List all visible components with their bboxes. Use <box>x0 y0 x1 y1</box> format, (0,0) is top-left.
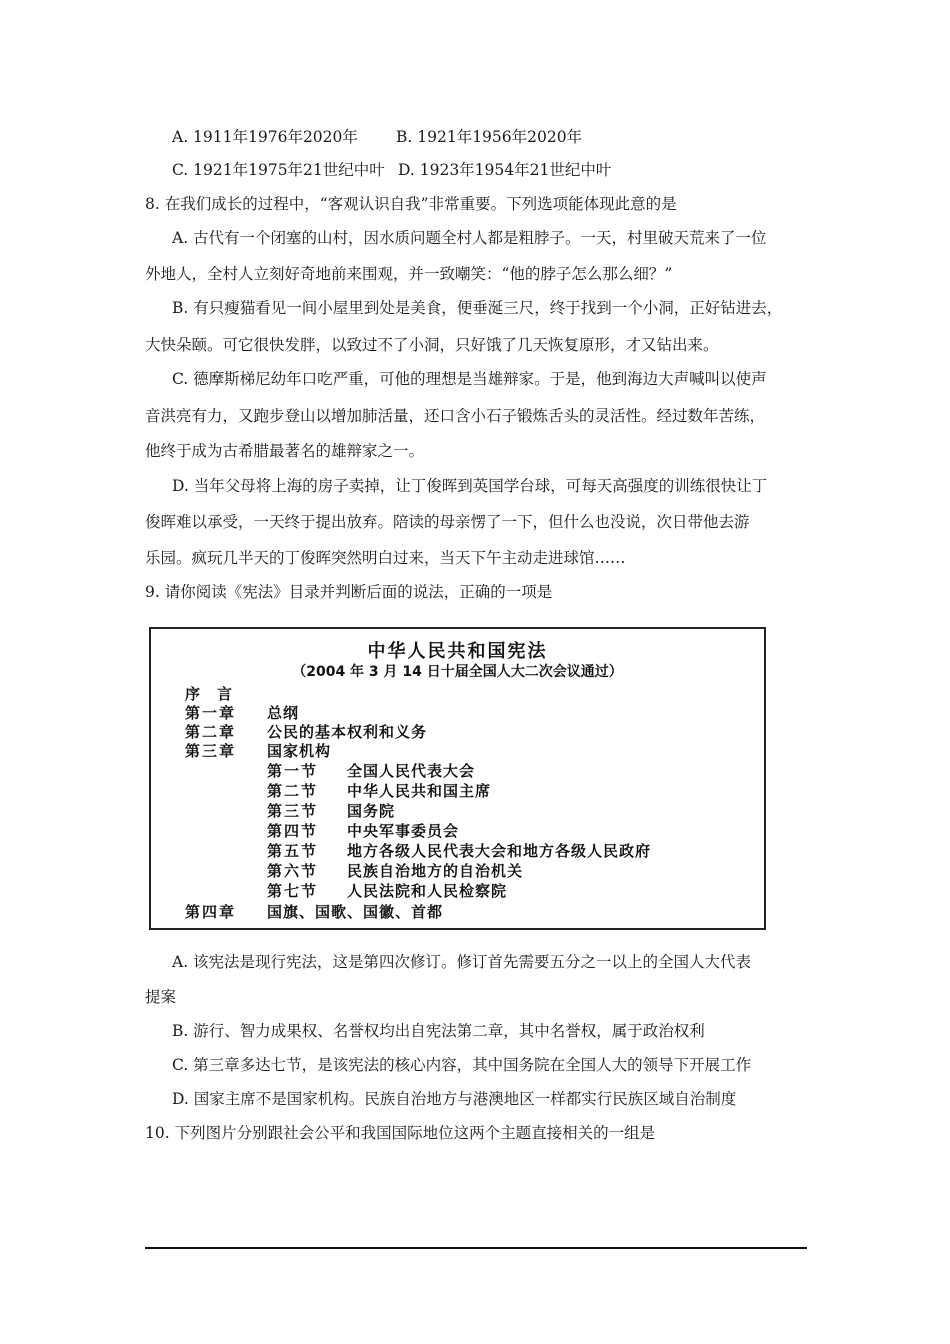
footer-divider <box>145 1247 807 1249</box>
toc-section-title: 中央军事委员会 <box>347 822 460 840</box>
toc-section-title: 地方各级人民代表大会和地方各级人民政府 <box>347 842 652 860</box>
toc-chapter-title: 总纲 <box>267 704 300 722</box>
toc-section-title: 中华人民共和国主席 <box>347 782 492 800</box>
q8-option-d-line2: 俊晖难以承受，一天终于提出放弃。陪读的母亲愣了一下，但什么也没说，次日带他去游 <box>145 513 750 531</box>
q9-option-b: B. 游行、智力成果权、名誉权均出自宪法第二章，其中名誉权，属于政治权利 <box>172 1022 705 1040</box>
q8-option-a-line1: A. 古代有一个闭塞的山村，因水质问题全村人都是粗脖子。一天，村里破天荒来了一位 <box>172 229 767 247</box>
q8-option-d-line1: D. 当年父母将上海的房子卖掉，让丁俊晖到英国学台球，可每天高强度的训练很快让丁 <box>172 477 768 495</box>
toc-chapter-title: 公民的基本权利和义务 <box>267 723 428 741</box>
toc-section-label: 第一节 <box>267 762 319 780</box>
q7-option-a: A. 1911年1976年2020年 <box>172 128 358 146</box>
toc-chapter-label: 第四章 <box>185 903 237 921</box>
q8-option-c-line1: C. 德摩斯梯尼幼年口吃严重，可他的理想是当雄辩家。于是，他到海边大声喊叫以使声 <box>172 370 767 388</box>
toc-section-label: 第四节 <box>267 822 319 840</box>
q7-option-d: D. 1923年1954年21世纪中叶 <box>398 161 612 179</box>
q8-option-b-line2: 大快朵颐。可它很快发胖，以致过不了小洞，只好饿了几天恢复原形，才又钻出来。 <box>145 336 719 354</box>
q8-option-c-line2: 音洪亮有力，又跑步登山以增加肺活量，还口含小石子锻炼舌头的灵活性。经过数年苦练， <box>145 407 766 425</box>
q9-option-a-line1: A. 该宪法是现行宪法，这是第四次修订。修订首先需要五分之一以上的全国人大代表 <box>172 953 752 971</box>
q8-option-a-line2: 外地人，全村人立刻好奇地前来围观，并一致嘲笑：“他的脖子怎么那么细？” <box>145 265 673 283</box>
figure-title: 中华人民共和国宪法 <box>367 641 548 662</box>
toc-section-label: 第七节 <box>267 882 319 900</box>
toc-section-title: 民族自治地方的自治机关 <box>347 862 524 880</box>
q9-option-c: C. 第三章多达七节，是该宪法的核心内容，其中国务院在全国人大的领导下开展工作 <box>172 1056 752 1074</box>
toc-section-title: 国务院 <box>347 802 396 820</box>
q8-stem: 8. 在我们成长的过程中，“客观认识自我”非常重要。下列选项能体现此意的是 <box>145 195 677 213</box>
toc-preface: 序 言 <box>185 685 234 703</box>
toc-chapter-label: 第一章 <box>185 704 237 722</box>
q7-option-c: C. 1921年1975年21世纪中叶 <box>172 161 385 179</box>
q10-stem: 10. 下列图片分别跟社会公平和我国国际地位这两个主题直接相关的一组是 <box>145 1124 656 1142</box>
constitution-toc-figure <box>149 627 766 930</box>
q8-option-b-line1: B. 有只瘦猫看见一间小屋里到处是美食，便垂涎三尺，终于找到一个小洞，正好钻进去， <box>172 299 783 317</box>
toc-section-label: 第二节 <box>267 782 319 800</box>
toc-section-label: 第三节 <box>267 802 319 820</box>
q8-option-c-line3: 他终于成为古希腊最著名的雄辩家之一。 <box>145 442 425 460</box>
toc-chapter-title: 国旗、国歌、国徽、首都 <box>267 903 444 921</box>
toc-section-title: 人民法院和人民检察院 <box>347 882 508 900</box>
toc-section-label: 第五节 <box>267 842 319 860</box>
q9-option-a-line2: 提案 <box>145 988 177 1006</box>
q7-option-b: B. 1921年1956年2020年 <box>396 128 583 146</box>
toc-chapter-label: 第三章 <box>185 742 237 760</box>
q9-stem: 9. 请你阅读《宪法》目录并判断后面的说法，正确的一项是 <box>145 583 553 601</box>
figure-subtitle: （2004 年 3 月 14 日十届全国人大二次会议通过） <box>292 664 623 680</box>
toc-chapter-label: 第二章 <box>185 723 237 741</box>
toc-chapter-title: 国家机构 <box>267 742 332 760</box>
q9-option-d: D. 国家主席不是国家机构。民族自治地方与港澳地区一样都实行民族区域自治制度 <box>172 1090 737 1108</box>
toc-section-label: 第六节 <box>267 862 319 880</box>
toc-section-title: 全国人民代表大会 <box>347 762 476 780</box>
q8-option-d-line3: 乐园。疯玩几半天的丁俊晖突然明白过来，当天下午主动走进球馆…… <box>145 549 626 567</box>
